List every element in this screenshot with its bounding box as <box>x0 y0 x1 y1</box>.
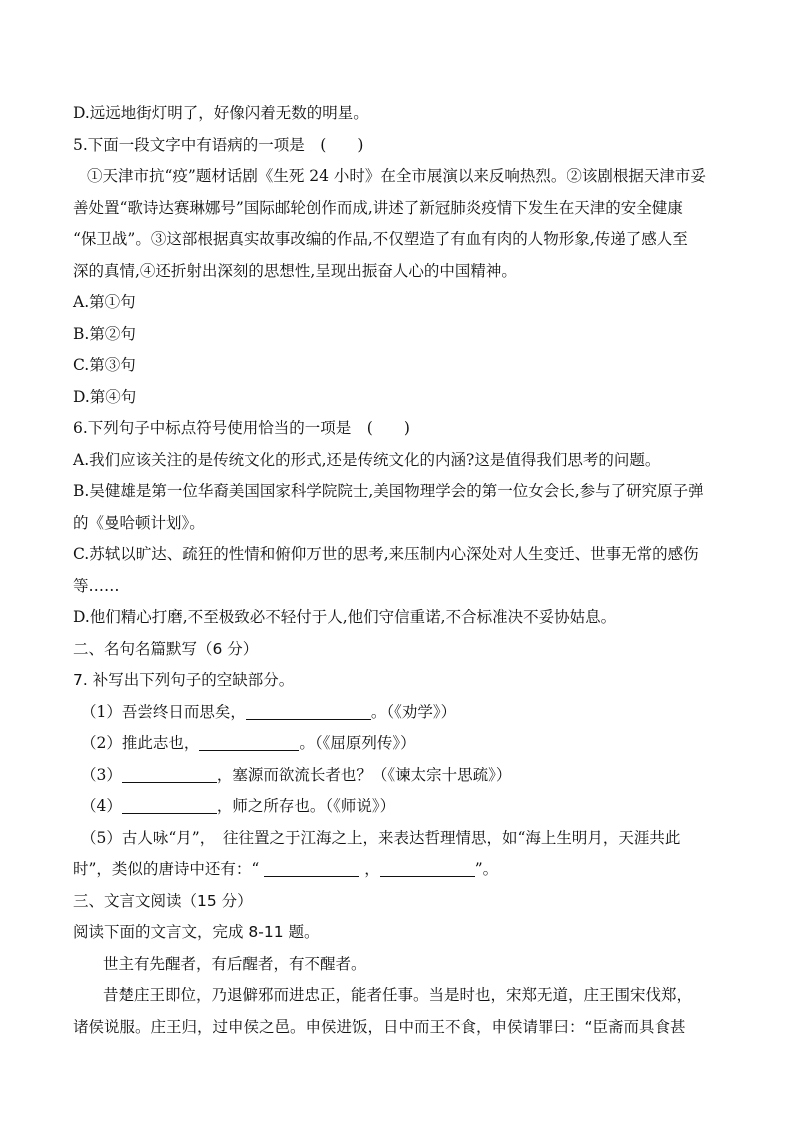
q5-passage-line: 深的真情,④还折射出深刻的思想性,呈现出振奋人心的中国精神。 <box>73 261 517 280</box>
q6-option-d: D.他们精心打磨,不至极致必不轻付于人,他们守信重诺,不合标准决不妥协姑息。 <box>73 608 617 626</box>
q7-item-3-after: ，塞源而欲流长者也？（《谏太宗十思疏》） <box>216 765 512 784</box>
q6-stem: 6.下列句子中标点符号使用恰当的一项是 ( ) <box>73 419 410 437</box>
q5-passage-line: “保卫战”。③这部根据真实故事改编的作品,不仅塑造了有血有肉的人物形象,传递了感人至 <box>73 230 688 248</box>
q6-option-c: C.苏轼以旷达、疏狂的性情和俯仰万世的思考,来压制内心深处对人生变迁、世事无常的感伤 <box>73 545 699 563</box>
q7-item-1-before: （1）吾尝终日而思矣， <box>81 702 246 721</box>
q6-option-b-cont: 的《曼哈顿计划》。 <box>73 513 205 532</box>
q5-option-b: B.第②句 <box>73 324 136 343</box>
q5-option-c: C.第③句 <box>73 356 136 374</box>
q7-item-5-after: ”。 <box>474 860 499 878</box>
q6-option-a: A.我们应该关注的是传统文化的形式,还是传统文化的内涵?这是值得我们思考的问题。 <box>73 450 661 469</box>
answer-blank[interactable] <box>246 701 371 720</box>
section3-instruction: 阅读下面的文言文，完成 8-11 题。 <box>73 923 320 941</box>
q7-item-5-before: 时”，类似的唐诗中还有：“ <box>73 860 265 878</box>
q6-option-b: B.吴健雄是第一位华裔美国国家科学院院士,美国物理学会的第一位女会长,参与了研究原子弹 <box>73 482 704 500</box>
q7-item-4 <box>73 791 723 823</box>
q7-item-3-before: （3） <box>81 765 122 784</box>
q7-item-1-after: 。（《劝学》） <box>370 702 457 721</box>
q5-stem: 5.下面一段文字中有语病的一项是 ( ) <box>73 135 364 154</box>
q7-stem: 7. 补写出下列句子的空缺部分。 <box>73 671 295 689</box>
q7-item-4-before: （4） <box>81 797 122 815</box>
answer-blank[interactable] <box>380 858 475 877</box>
section2-title: 二、名句名篇默写（6 分） <box>73 639 259 658</box>
answer-blank[interactable] <box>199 732 299 751</box>
q5-passage-line: 善处置“歌诗达赛琳娜号”国际邮轮创作而成,讲述了新冠肺炎疫情下发生在天津的安全健康 <box>73 198 683 217</box>
classical-passage-line: 诸侯说服。庄王归，过申侯之邑。申侯进饭，日中而王不食，申侯请罪曰：“臣斋而具食甚 <box>73 1017 686 1036</box>
q7-item-1 <box>73 697 723 729</box>
q5-option-a: A.第①句 <box>73 293 136 311</box>
q7-item-2-after: 。（《屈原列传》） <box>299 734 416 752</box>
q7-item-5-middle: ， <box>359 860 380 878</box>
answer-blank[interactable] <box>122 764 217 783</box>
q7-item-2-before: （2）推此志也， <box>81 734 200 752</box>
answer-blank[interactable] <box>122 795 217 814</box>
q7-item-3 <box>73 760 723 792</box>
section3-title: 三、文言文阅读（15 分） <box>73 891 253 910</box>
q7-item-4-after: ，师之所存也。（《师说》） <box>216 797 396 815</box>
q5-option-d: D.第④句 <box>73 387 137 406</box>
q7-item-5-cont <box>73 854 723 886</box>
q7-item-2 <box>73 728 723 760</box>
q5-passage-line: ①天津市抗“疫”题材话剧《生死 24 小时》在全市展演以来反响热烈。②该剧根据天津市妥 <box>87 167 706 185</box>
answer-blank[interactable] <box>264 858 359 877</box>
exam-page <box>73 98 723 1043</box>
q4-option-d: D.远远地街灯明了，好像闪着无数的明星。 <box>73 104 369 122</box>
classical-passage-line: 世主有先醒者，有后醒者，有不醒者。 <box>103 954 367 973</box>
classical-passage-line: 昔楚庄王即位，乃退僻邪而进忠正，能者任事。当是时也，宋郑无道，庄王围宋伐郑， <box>103 986 693 1004</box>
q6-option-c-cont: 等…… <box>73 576 120 595</box>
q7-item-5: （5）古人咏“月”， 往往置之于江海之上，来表达哲理情思，如“海上生明月，天涯共此 <box>81 828 681 847</box>
